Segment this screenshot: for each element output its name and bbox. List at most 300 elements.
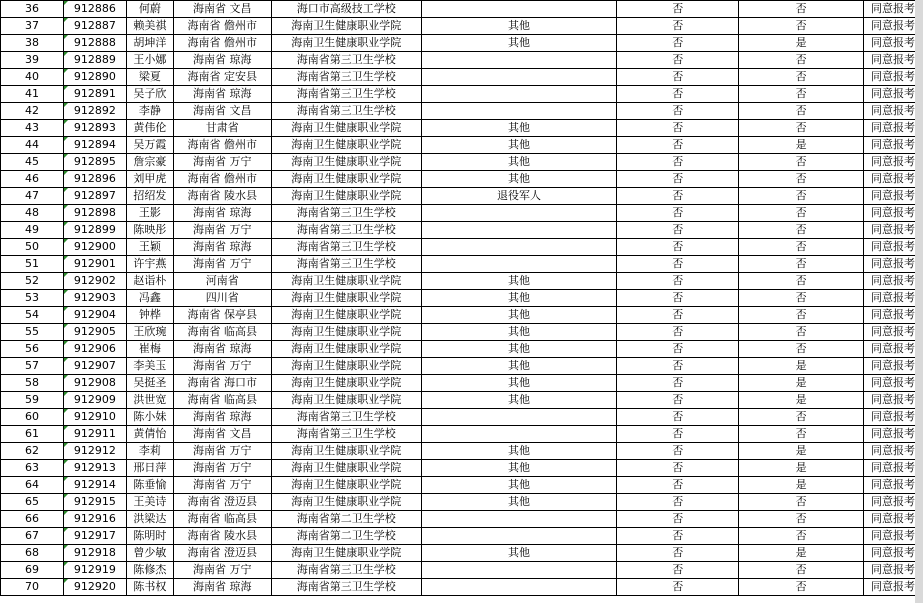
origin-cell[interactable]: 海南省 琼海 bbox=[173, 409, 271, 426]
name-cell[interactable]: 崔梅 bbox=[126, 341, 173, 358]
flag-b-cell[interactable]: 否 bbox=[739, 511, 864, 528]
category-cell[interactable]: 其他 bbox=[421, 120, 617, 137]
name-cell[interactable]: 詹宗豪 bbox=[126, 154, 173, 171]
status-cell[interactable]: 同意报考 bbox=[863, 341, 922, 358]
origin-cell[interactable]: 海南省 临高县 bbox=[173, 392, 271, 409]
flag-b-cell[interactable]: 是 bbox=[739, 477, 864, 494]
row-number-cell[interactable]: 39 bbox=[1, 52, 64, 69]
row-number-cell[interactable]: 57 bbox=[1, 358, 64, 375]
school-cell[interactable]: 海南省第三卫生学校 bbox=[271, 103, 421, 120]
status-cell[interactable]: 同意报考 bbox=[863, 256, 922, 273]
flag-b-cell[interactable]: 否 bbox=[739, 205, 864, 222]
category-cell[interactable]: 其他 bbox=[421, 477, 617, 494]
row-number-cell[interactable]: 41 bbox=[1, 86, 64, 103]
school-cell[interactable]: 海南省第三卫生学校 bbox=[271, 409, 421, 426]
id-cell[interactable]: 912897 bbox=[63, 188, 126, 205]
origin-cell[interactable]: 海南省 万宁 bbox=[173, 222, 271, 239]
row-number-cell[interactable]: 63 bbox=[1, 460, 64, 477]
origin-cell[interactable]: 海南省 文昌 bbox=[173, 426, 271, 443]
origin-cell[interactable]: 海南省 万宁 bbox=[173, 562, 271, 579]
origin-cell[interactable]: 海南省 万宁 bbox=[173, 358, 271, 375]
category-cell[interactable]: 其他 bbox=[421, 375, 617, 392]
name-cell[interactable]: 陈明时 bbox=[126, 528, 173, 545]
category-cell[interactable] bbox=[421, 239, 617, 256]
school-cell[interactable]: 海南卫生健康职业学院 bbox=[271, 137, 421, 154]
id-cell[interactable]: 912887 bbox=[63, 18, 126, 35]
row-number-cell[interactable]: 52 bbox=[1, 273, 64, 290]
name-cell[interactable]: 邢日萍 bbox=[126, 460, 173, 477]
status-cell[interactable]: 同意报考 bbox=[863, 358, 922, 375]
id-cell[interactable]: 912890 bbox=[63, 69, 126, 86]
category-cell[interactable]: 其他 bbox=[421, 358, 617, 375]
name-cell[interactable]: 王小娜 bbox=[126, 52, 173, 69]
id-cell[interactable]: 912891 bbox=[63, 86, 126, 103]
flag-a-cell[interactable]: 否 bbox=[617, 477, 739, 494]
name-cell[interactable]: 王影 bbox=[126, 205, 173, 222]
origin-cell[interactable]: 海南省 澄迈县 bbox=[173, 545, 271, 562]
origin-cell[interactable]: 海南省 琼海 bbox=[173, 579, 271, 596]
school-cell[interactable]: 海南卫生健康职业学院 bbox=[271, 120, 421, 137]
status-cell[interactable]: 同意报考 bbox=[863, 273, 922, 290]
flag-a-cell[interactable]: 否 bbox=[617, 545, 739, 562]
id-cell[interactable]: 912908 bbox=[63, 375, 126, 392]
flag-b-cell[interactable]: 是 bbox=[739, 137, 864, 154]
id-cell[interactable]: 912893 bbox=[63, 120, 126, 137]
school-cell[interactable]: 海南省第三卫生学校 bbox=[271, 256, 421, 273]
name-cell[interactable]: 胡坤洋 bbox=[126, 35, 173, 52]
row-number-cell[interactable]: 37 bbox=[1, 18, 64, 35]
flag-a-cell[interactable]: 否 bbox=[617, 18, 739, 35]
name-cell[interactable]: 洪世宽 bbox=[126, 392, 173, 409]
category-cell[interactable]: 其他 bbox=[421, 154, 617, 171]
row-number-cell[interactable]: 53 bbox=[1, 290, 64, 307]
flag-b-cell[interactable]: 否 bbox=[739, 324, 864, 341]
id-cell[interactable]: 912905 bbox=[63, 324, 126, 341]
status-cell[interactable]: 同意报考 bbox=[863, 545, 922, 562]
school-cell[interactable]: 海南卫生健康职业学院 bbox=[271, 341, 421, 358]
id-cell[interactable]: 912917 bbox=[63, 528, 126, 545]
row-number-cell[interactable]: 40 bbox=[1, 69, 64, 86]
origin-cell[interactable]: 海南省 陵水县 bbox=[173, 188, 271, 205]
flag-a-cell[interactable]: 否 bbox=[617, 1, 739, 18]
flag-a-cell[interactable]: 否 bbox=[617, 86, 739, 103]
flag-a-cell[interactable]: 否 bbox=[617, 69, 739, 86]
name-cell[interactable]: 陈修杰 bbox=[126, 562, 173, 579]
category-cell[interactable] bbox=[421, 409, 617, 426]
flag-b-cell[interactable]: 否 bbox=[739, 1, 864, 18]
id-cell[interactable]: 912895 bbox=[63, 154, 126, 171]
flag-b-cell[interactable]: 否 bbox=[739, 171, 864, 188]
flag-a-cell[interactable]: 否 bbox=[617, 528, 739, 545]
status-cell[interactable]: 同意报考 bbox=[863, 460, 922, 477]
row-number-cell[interactable]: 58 bbox=[1, 375, 64, 392]
status-cell[interactable]: 同意报考 bbox=[863, 409, 922, 426]
row-number-cell[interactable]: 44 bbox=[1, 137, 64, 154]
row-number-cell[interactable]: 50 bbox=[1, 239, 64, 256]
row-number-cell[interactable]: 69 bbox=[1, 562, 64, 579]
category-cell[interactable]: 其他 bbox=[421, 137, 617, 154]
row-number-cell[interactable]: 49 bbox=[1, 222, 64, 239]
status-cell[interactable]: 同意报考 bbox=[863, 443, 922, 460]
status-cell[interactable]: 同意报考 bbox=[863, 290, 922, 307]
origin-cell[interactable]: 海南省 儋州市 bbox=[173, 137, 271, 154]
id-cell[interactable]: 912912 bbox=[63, 443, 126, 460]
row-number-cell[interactable]: 65 bbox=[1, 494, 64, 511]
category-cell[interactable] bbox=[421, 222, 617, 239]
school-cell[interactable]: 海南卫生健康职业学院 bbox=[271, 545, 421, 562]
category-cell[interactable] bbox=[421, 69, 617, 86]
flag-a-cell[interactable]: 否 bbox=[617, 494, 739, 511]
origin-cell[interactable]: 海南省 琼海 bbox=[173, 52, 271, 69]
status-cell[interactable]: 同意报考 bbox=[863, 392, 922, 409]
name-cell[interactable]: 李莉 bbox=[126, 443, 173, 460]
category-cell[interactable] bbox=[421, 528, 617, 545]
flag-b-cell[interactable]: 是 bbox=[739, 358, 864, 375]
school-cell[interactable]: 海南省第二卫生学校 bbox=[271, 528, 421, 545]
school-cell[interactable]: 海南卫生健康职业学院 bbox=[271, 154, 421, 171]
school-cell[interactable]: 海口市高级技工学校 bbox=[271, 1, 421, 18]
row-number-cell[interactable]: 67 bbox=[1, 528, 64, 545]
flag-a-cell[interactable]: 否 bbox=[617, 409, 739, 426]
name-cell[interactable]: 陈小妹 bbox=[126, 409, 173, 426]
flag-a-cell[interactable]: 否 bbox=[617, 443, 739, 460]
category-cell[interactable] bbox=[421, 579, 617, 596]
id-cell[interactable]: 912916 bbox=[63, 511, 126, 528]
row-number-cell[interactable]: 68 bbox=[1, 545, 64, 562]
flag-a-cell[interactable]: 否 bbox=[617, 358, 739, 375]
row-number-cell[interactable]: 48 bbox=[1, 205, 64, 222]
flag-b-cell[interactable]: 是 bbox=[739, 392, 864, 409]
school-cell[interactable]: 海南卫生健康职业学院 bbox=[271, 392, 421, 409]
category-cell[interactable]: 其他 bbox=[421, 460, 617, 477]
status-cell[interactable]: 同意报考 bbox=[863, 69, 922, 86]
name-cell[interactable]: 曾少敏 bbox=[126, 545, 173, 562]
flag-b-cell[interactable]: 否 bbox=[739, 426, 864, 443]
flag-b-cell[interactable]: 否 bbox=[739, 341, 864, 358]
id-cell[interactable]: 912911 bbox=[63, 426, 126, 443]
name-cell[interactable]: 李静 bbox=[126, 103, 173, 120]
category-cell[interactable] bbox=[421, 86, 617, 103]
flag-b-cell[interactable]: 否 bbox=[739, 69, 864, 86]
school-cell[interactable]: 海南卫生健康职业学院 bbox=[271, 171, 421, 188]
flag-a-cell[interactable]: 否 bbox=[617, 171, 739, 188]
status-cell[interactable]: 同意报考 bbox=[863, 222, 922, 239]
school-cell[interactable]: 海南卫生健康职业学院 bbox=[271, 375, 421, 392]
id-cell[interactable]: 912899 bbox=[63, 222, 126, 239]
id-cell[interactable]: 912906 bbox=[63, 341, 126, 358]
row-number-cell[interactable]: 60 bbox=[1, 409, 64, 426]
school-cell[interactable]: 海南省第三卫生学校 bbox=[271, 205, 421, 222]
category-cell[interactable]: 其他 bbox=[421, 443, 617, 460]
name-cell[interactable]: 陈映彤 bbox=[126, 222, 173, 239]
status-cell[interactable]: 同意报考 bbox=[863, 154, 922, 171]
flag-a-cell[interactable]: 否 bbox=[617, 273, 739, 290]
origin-cell[interactable]: 海南省 儋州市 bbox=[173, 35, 271, 52]
origin-cell[interactable]: 海南省 琼海 bbox=[173, 239, 271, 256]
row-number-cell[interactable]: 46 bbox=[1, 171, 64, 188]
name-cell[interactable]: 冯鑫 bbox=[126, 290, 173, 307]
row-number-cell[interactable]: 43 bbox=[1, 120, 64, 137]
school-cell[interactable]: 海南省第三卫生学校 bbox=[271, 579, 421, 596]
flag-a-cell[interactable]: 否 bbox=[617, 460, 739, 477]
name-cell[interactable]: 招绍发 bbox=[126, 188, 173, 205]
origin-cell[interactable]: 海南省 万宁 bbox=[173, 256, 271, 273]
status-cell[interactable]: 同意报考 bbox=[863, 120, 922, 137]
origin-cell[interactable]: 海南省 万宁 bbox=[173, 460, 271, 477]
flag-b-cell[interactable]: 否 bbox=[739, 579, 864, 596]
school-cell[interactable]: 海南卫生健康职业学院 bbox=[271, 324, 421, 341]
name-cell[interactable]: 王美诗 bbox=[126, 494, 173, 511]
name-cell[interactable]: 王颖 bbox=[126, 239, 173, 256]
id-cell[interactable]: 912896 bbox=[63, 171, 126, 188]
status-cell[interactable]: 同意报考 bbox=[863, 239, 922, 256]
name-cell[interactable]: 赖美祺 bbox=[126, 18, 173, 35]
name-cell[interactable]: 何蔚 bbox=[126, 1, 173, 18]
name-cell[interactable]: 黄伟伦 bbox=[126, 120, 173, 137]
school-cell[interactable]: 海南卫生健康职业学院 bbox=[271, 188, 421, 205]
id-cell[interactable]: 912898 bbox=[63, 205, 126, 222]
school-cell[interactable]: 海南卫生健康职业学院 bbox=[271, 18, 421, 35]
school-cell[interactable]: 海南卫生健康职业学院 bbox=[271, 477, 421, 494]
status-cell[interactable]: 同意报考 bbox=[863, 494, 922, 511]
flag-a-cell[interactable]: 否 bbox=[617, 137, 739, 154]
origin-cell[interactable]: 海南省 琼海 bbox=[173, 86, 271, 103]
flag-a-cell[interactable]: 否 bbox=[617, 103, 739, 120]
id-cell[interactable]: 912886 bbox=[63, 1, 126, 18]
id-cell[interactable]: 912903 bbox=[63, 290, 126, 307]
status-cell[interactable]: 同意报考 bbox=[863, 562, 922, 579]
name-cell[interactable]: 赵诣朴 bbox=[126, 273, 173, 290]
flag-a-cell[interactable]: 否 bbox=[617, 52, 739, 69]
id-cell[interactable]: 912902 bbox=[63, 273, 126, 290]
name-cell[interactable]: 吴万霞 bbox=[126, 137, 173, 154]
flag-b-cell[interactable]: 否 bbox=[739, 103, 864, 120]
school-cell[interactable]: 海南省第三卫生学校 bbox=[271, 222, 421, 239]
school-cell[interactable]: 海南卫生健康职业学院 bbox=[271, 307, 421, 324]
status-cell[interactable]: 同意报考 bbox=[863, 528, 922, 545]
status-cell[interactable]: 同意报考 bbox=[863, 86, 922, 103]
id-cell[interactable]: 912889 bbox=[63, 52, 126, 69]
status-cell[interactable]: 同意报考 bbox=[863, 35, 922, 52]
flag-a-cell[interactable]: 否 bbox=[617, 205, 739, 222]
name-cell[interactable]: 李美玉 bbox=[126, 358, 173, 375]
school-cell[interactable]: 海南卫生健康职业学院 bbox=[271, 494, 421, 511]
name-cell[interactable]: 黄倩怡 bbox=[126, 426, 173, 443]
scrollbar-strip[interactable] bbox=[915, 0, 923, 603]
id-cell[interactable]: 912907 bbox=[63, 358, 126, 375]
flag-a-cell[interactable]: 否 bbox=[617, 511, 739, 528]
id-cell[interactable]: 912901 bbox=[63, 256, 126, 273]
flag-a-cell[interactable]: 否 bbox=[617, 426, 739, 443]
category-cell[interactable] bbox=[421, 426, 617, 443]
flag-b-cell[interactable]: 否 bbox=[739, 18, 864, 35]
school-cell[interactable]: 海南卫生健康职业学院 bbox=[271, 290, 421, 307]
flag-b-cell[interactable]: 否 bbox=[739, 120, 864, 137]
flag-b-cell[interactable]: 否 bbox=[739, 86, 864, 103]
origin-cell[interactable]: 海南省 琼海 bbox=[173, 205, 271, 222]
flag-b-cell[interactable]: 否 bbox=[739, 256, 864, 273]
row-number-cell[interactable]: 61 bbox=[1, 426, 64, 443]
name-cell[interactable]: 吴子欣 bbox=[126, 86, 173, 103]
id-cell[interactable]: 912909 bbox=[63, 392, 126, 409]
id-cell[interactable]: 912920 bbox=[63, 579, 126, 596]
status-cell[interactable]: 同意报考 bbox=[863, 426, 922, 443]
school-cell[interactable]: 海南卫生健康职业学院 bbox=[271, 443, 421, 460]
row-number-cell[interactable]: 59 bbox=[1, 392, 64, 409]
flag-b-cell[interactable]: 是 bbox=[739, 545, 864, 562]
id-cell[interactable]: 912904 bbox=[63, 307, 126, 324]
status-cell[interactable]: 同意报考 bbox=[863, 103, 922, 120]
category-cell[interactable] bbox=[421, 562, 617, 579]
status-cell[interactable]: 同意报考 bbox=[863, 52, 922, 69]
id-cell[interactable]: 912900 bbox=[63, 239, 126, 256]
name-cell[interactable]: 陈垂愉 bbox=[126, 477, 173, 494]
flag-a-cell[interactable]: 否 bbox=[617, 307, 739, 324]
flag-b-cell[interactable]: 否 bbox=[739, 239, 864, 256]
origin-cell[interactable]: 河南省 bbox=[173, 273, 271, 290]
flag-b-cell[interactable]: 否 bbox=[739, 562, 864, 579]
row-number-cell[interactable]: 42 bbox=[1, 103, 64, 120]
origin-cell[interactable]: 甘肃省 bbox=[173, 120, 271, 137]
flag-b-cell[interactable]: 否 bbox=[739, 222, 864, 239]
origin-cell[interactable]: 海南省 海口市 bbox=[173, 375, 271, 392]
school-cell[interactable]: 海南省第三卫生学校 bbox=[271, 426, 421, 443]
flag-a-cell[interactable]: 否 bbox=[617, 188, 739, 205]
school-cell[interactable]: 海南省第三卫生学校 bbox=[271, 69, 421, 86]
id-cell[interactable]: 912892 bbox=[63, 103, 126, 120]
school-cell[interactable]: 海南卫生健康职业学院 bbox=[271, 358, 421, 375]
origin-cell[interactable]: 海南省 万宁 bbox=[173, 154, 271, 171]
flag-b-cell[interactable]: 否 bbox=[739, 154, 864, 171]
category-cell[interactable] bbox=[421, 52, 617, 69]
category-cell[interactable]: 退役军人 bbox=[421, 188, 617, 205]
flag-a-cell[interactable]: 否 bbox=[617, 120, 739, 137]
row-number-cell[interactable]: 45 bbox=[1, 154, 64, 171]
id-cell[interactable]: 912910 bbox=[63, 409, 126, 426]
origin-cell[interactable]: 海南省 万宁 bbox=[173, 443, 271, 460]
flag-a-cell[interactable]: 否 bbox=[617, 341, 739, 358]
row-number-cell[interactable]: 36 bbox=[1, 1, 64, 18]
category-cell[interactable]: 其他 bbox=[421, 18, 617, 35]
status-cell[interactable]: 同意报考 bbox=[863, 1, 922, 18]
id-cell[interactable]: 912894 bbox=[63, 137, 126, 154]
school-cell[interactable]: 海南省第三卫生学校 bbox=[271, 562, 421, 579]
flag-b-cell[interactable]: 否 bbox=[739, 528, 864, 545]
school-cell[interactable]: 海南卫生健康职业学院 bbox=[271, 273, 421, 290]
status-cell[interactable]: 同意报考 bbox=[863, 511, 922, 528]
row-number-cell[interactable]: 54 bbox=[1, 307, 64, 324]
school-cell[interactable]: 海南省第二卫生学校 bbox=[271, 511, 421, 528]
flag-a-cell[interactable]: 否 bbox=[617, 290, 739, 307]
origin-cell[interactable]: 海南省 文昌 bbox=[173, 103, 271, 120]
flag-a-cell[interactable]: 否 bbox=[617, 392, 739, 409]
category-cell[interactable] bbox=[421, 256, 617, 273]
origin-cell[interactable]: 海南省 文昌 bbox=[173, 1, 271, 18]
status-cell[interactable]: 同意报考 bbox=[863, 188, 922, 205]
row-number-cell[interactable]: 51 bbox=[1, 256, 64, 273]
category-cell[interactable]: 其他 bbox=[421, 290, 617, 307]
flag-a-cell[interactable]: 否 bbox=[617, 222, 739, 239]
category-cell[interactable]: 其他 bbox=[421, 545, 617, 562]
id-cell[interactable]: 912914 bbox=[63, 477, 126, 494]
flag-a-cell[interactable]: 否 bbox=[617, 256, 739, 273]
row-number-cell[interactable]: 47 bbox=[1, 188, 64, 205]
category-cell[interactable]: 其他 bbox=[421, 341, 617, 358]
category-cell[interactable]: 其他 bbox=[421, 307, 617, 324]
id-cell[interactable]: 912913 bbox=[63, 460, 126, 477]
id-cell[interactable]: 912919 bbox=[63, 562, 126, 579]
row-number-cell[interactable]: 56 bbox=[1, 341, 64, 358]
school-cell[interactable]: 海南省第三卫生学校 bbox=[271, 86, 421, 103]
category-cell[interactable] bbox=[421, 1, 617, 18]
origin-cell[interactable]: 海南省 保亭县 bbox=[173, 307, 271, 324]
category-cell[interactable]: 其他 bbox=[421, 171, 617, 188]
name-cell[interactable]: 陈书权 bbox=[126, 579, 173, 596]
name-cell[interactable]: 吴挺圣 bbox=[126, 375, 173, 392]
origin-cell[interactable]: 海南省 定安县 bbox=[173, 69, 271, 86]
status-cell[interactable]: 同意报考 bbox=[863, 307, 922, 324]
origin-cell[interactable]: 四川省 bbox=[173, 290, 271, 307]
flag-a-cell[interactable]: 否 bbox=[617, 239, 739, 256]
name-cell[interactable]: 许宇燕 bbox=[126, 256, 173, 273]
status-cell[interactable]: 同意报考 bbox=[863, 375, 922, 392]
status-cell[interactable]: 同意报考 bbox=[863, 171, 922, 188]
category-cell[interactable]: 其他 bbox=[421, 494, 617, 511]
flag-a-cell[interactable]: 否 bbox=[617, 35, 739, 52]
origin-cell[interactable]: 海南省 儋州市 bbox=[173, 18, 271, 35]
name-cell[interactable]: 刘甲虎 bbox=[126, 171, 173, 188]
flag-a-cell[interactable]: 否 bbox=[617, 562, 739, 579]
category-cell[interactable] bbox=[421, 511, 617, 528]
flag-b-cell[interactable]: 是 bbox=[739, 375, 864, 392]
origin-cell[interactable]: 海南省 儋州市 bbox=[173, 171, 271, 188]
row-number-cell[interactable]: 38 bbox=[1, 35, 64, 52]
flag-b-cell[interactable]: 否 bbox=[739, 409, 864, 426]
name-cell[interactable]: 梁夏 bbox=[126, 69, 173, 86]
name-cell[interactable]: 王欣琬 bbox=[126, 324, 173, 341]
category-cell[interactable]: 其他 bbox=[421, 392, 617, 409]
category-cell[interactable]: 其他 bbox=[421, 324, 617, 341]
flag-b-cell[interactable]: 否 bbox=[739, 52, 864, 69]
school-cell[interactable]: 海南省第三卫生学校 bbox=[271, 239, 421, 256]
flag-b-cell[interactable]: 否 bbox=[739, 188, 864, 205]
category-cell[interactable]: 其他 bbox=[421, 273, 617, 290]
flag-b-cell[interactable]: 否 bbox=[739, 290, 864, 307]
school-cell[interactable]: 海南省第三卫生学校 bbox=[271, 52, 421, 69]
status-cell[interactable]: 同意报考 bbox=[863, 205, 922, 222]
origin-cell[interactable]: 海南省 澄迈县 bbox=[173, 494, 271, 511]
category-cell[interactable] bbox=[421, 205, 617, 222]
flag-a-cell[interactable]: 否 bbox=[617, 324, 739, 341]
id-cell[interactable]: 912915 bbox=[63, 494, 126, 511]
category-cell[interactable]: 其他 bbox=[421, 35, 617, 52]
row-number-cell[interactable]: 55 bbox=[1, 324, 64, 341]
flag-b-cell[interactable]: 否 bbox=[739, 494, 864, 511]
school-cell[interactable]: 海南卫生健康职业学院 bbox=[271, 35, 421, 52]
flag-b-cell[interactable]: 是 bbox=[739, 460, 864, 477]
row-number-cell[interactable]: 62 bbox=[1, 443, 64, 460]
origin-cell[interactable]: 海南省 陵水县 bbox=[173, 528, 271, 545]
flag-b-cell[interactable]: 是 bbox=[739, 35, 864, 52]
category-cell[interactable] bbox=[421, 103, 617, 120]
school-cell[interactable]: 海南卫生健康职业学院 bbox=[271, 460, 421, 477]
id-cell[interactable]: 912918 bbox=[63, 545, 126, 562]
origin-cell[interactable]: 海南省 临高县 bbox=[173, 511, 271, 528]
flag-b-cell[interactable]: 否 bbox=[739, 273, 864, 290]
row-number-cell[interactable]: 64 bbox=[1, 477, 64, 494]
status-cell[interactable]: 同意报考 bbox=[863, 477, 922, 494]
flag-b-cell[interactable]: 是 bbox=[739, 443, 864, 460]
